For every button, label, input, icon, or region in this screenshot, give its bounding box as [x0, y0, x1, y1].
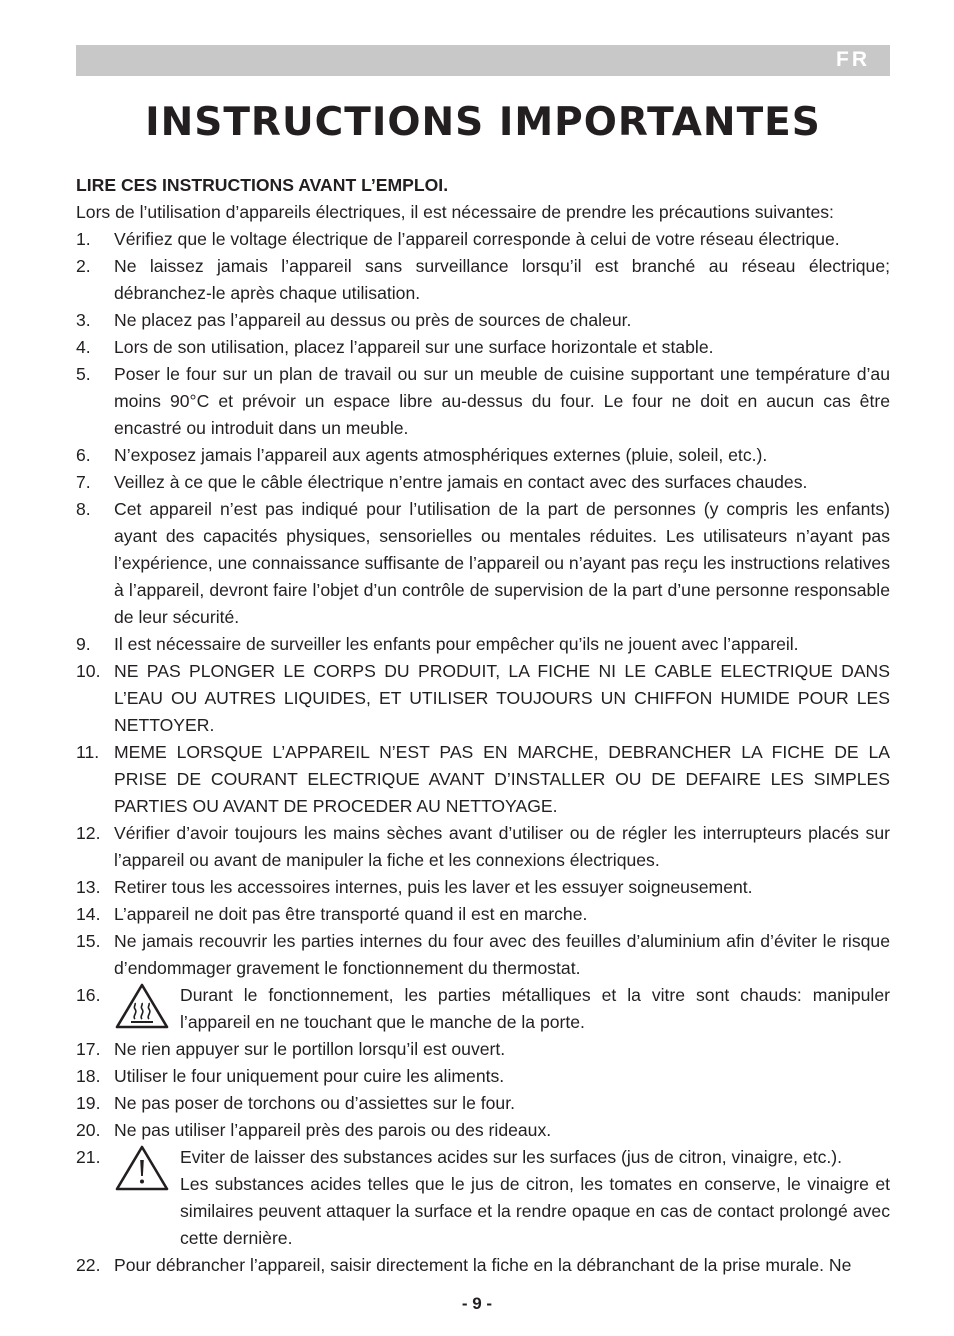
item-text: Ne rien appuyer sur le portillon lorsqu’il est ouvert. — [114, 1039, 506, 1059]
item-number: 7. — [76, 472, 91, 492]
item-text: Veillez à ce que le câble électrique n’entre jamais en contact avec des surfaces chaudes. — [114, 472, 808, 492]
intro-text: Lors de l’utilisation d’appareils électriques, il est nécessaire de prendre les précautions suivantes: — [76, 202, 834, 222]
item-number: 9. — [76, 634, 91, 654]
item-number: 15. — [76, 931, 101, 951]
list-item — [76, 1036, 890, 1063]
item-text: Lors de son utilisation, placez l’appareil sur une surface horizontale et stable. — [114, 337, 714, 357]
item-number: 18. — [76, 1066, 101, 1086]
item-text: N’exposez jamais l’appareil aux agents atmosphériques externes (pluie, soleil, etc.). — [114, 445, 768, 465]
item-text: Pour débrancher l’appareil, saisir directement la fiche en la débranchant de la prise murale. Ne — [114, 1255, 852, 1275]
list-item — [76, 982, 890, 1036]
list-item — [76, 1063, 890, 1090]
item-text: Ne jamais recouvrir les parties internes du four avec des feuilles d’aluminium afin d’éviter le risque d’endommager gravement le fonctionnement du thermostat. — [114, 931, 890, 978]
item-number: 6. — [76, 445, 91, 465]
list-item — [76, 874, 890, 901]
item-number: 19. — [76, 1093, 101, 1113]
list-item — [76, 1117, 890, 1144]
item-text: MEME LORSQUE L’APPAREIL N’EST PAS EN MARCHE, DEBRANCHER LA FICHE DE LA PRISE DE COURANT ELECTRIQUE AVANT D’INSTALLER OU DE DEFAIRE LES SIMPLES PARTIES OU AVANT DE PROCEDER AU NETTOYAGE. — [114, 742, 890, 816]
list-item — [76, 631, 890, 658]
item-text: Cet appareil n’est pas indiqué pour l’utilisation de la part de personnes (y compris les enfants) ayant des capacités physiques, sensorielles ou mentales réduites. Les utilisateurs n’ayant pas l’expérience, une connaissance suffisante de l’appareil ou n’ayant pas reçu les instructions relatives à l’appareil, devront faire l’objet d’un contrôle de supervision de la part d’une personne responsable de leur sécurité. — [114, 499, 890, 627]
item-text: Il est nécessaire de surveiller les enfants pour empêcher qu’ils ne jouent avec l’appareil. — [114, 634, 799, 654]
item-number: 8. — [76, 499, 91, 519]
item-number: 11. — [76, 742, 100, 762]
item-number: 2. — [76, 256, 91, 276]
list-item — [76, 1144, 890, 1252]
instructions-body — [76, 172, 890, 1279]
item-text: Retirer tous les accessoires internes, puis les laver et les essuyer soigneusement. — [114, 877, 753, 897]
list-item — [76, 739, 890, 820]
list-item — [76, 307, 890, 334]
item-text: Ne placez pas l’appareil au dessus ou près de sources de chaleur. — [114, 310, 632, 330]
list-item — [76, 901, 890, 928]
caution-warning-icon — [114, 1144, 170, 1192]
list-item — [76, 361, 890, 442]
list-item — [76, 334, 890, 361]
list-item — [76, 442, 890, 469]
list-item — [76, 1090, 890, 1117]
list-item — [76, 928, 890, 982]
language-code: FR — [836, 48, 870, 71]
page-title: INSTRUCTIONS IMPORTANTES — [145, 100, 821, 145]
item-number: 14. — [76, 904, 101, 924]
intro-heading: LIRE CES INSTRUCTIONS AVANT L’EMPLOI. — [76, 175, 449, 195]
item-text: Eviter de laisser des substances acides sur les surfaces (jus de citron, vinaigre, etc.). — [180, 1147, 843, 1167]
item-number: 16. — [76, 985, 101, 1005]
item-text: Vérifier d’avoir toujours les mains sèches avant d’utiliser ou de régler les interrupteurs placés sur l’appareil ou avant de manipuler la fiche et les connexions électriques. — [114, 823, 890, 870]
item-number: 10. — [76, 661, 101, 681]
item-number: 20. — [76, 1120, 101, 1140]
item-text: Poser le four sur un plan de travail ou sur un meuble de cuisine supportant une température d’au moins 90°C et prévoir un espace libre au-dessus du four. Le four ne doit en aucun cas être encastré ou introduit dans un meuble. — [114, 364, 890, 438]
item-text: Durant le fonctionnement, les parties métalliques et la vitre sont chauds: manipuler l’appareil en ne touchant que le manche de la porte. — [180, 985, 890, 1032]
item-text: Ne pas utiliser l’appareil près des parois ou des rideaux. — [114, 1120, 552, 1140]
page-number: - 9 - — [461, 1294, 493, 1313]
item-number: 22. — [76, 1255, 101, 1275]
list-item — [76, 226, 890, 253]
item-number: 4. — [76, 337, 91, 357]
item-number: 13. — [76, 877, 101, 897]
item-text: L’appareil ne doit pas être transporté quand il est en marche. — [114, 904, 588, 924]
language-bar — [76, 45, 890, 76]
list-item — [76, 253, 890, 307]
item-text: NE PAS PLONGER LE CORPS DU PRODUIT, LA FICHE NI LE CABLE ELECTRIQUE DANS L’EAU OU AUTRES LIQUIDES, ET UTILISER TOUJOURS UN CHIFFON HUMIDE POUR LES NETTOYER. — [114, 661, 890, 735]
item-text: Utiliser le four uniquement pour cuire les aliments. — [114, 1066, 505, 1086]
list-item — [76, 469, 890, 496]
item-text: Vérifiez que le voltage électrique de l’appareil corresponde à celui de votre réseau électrique. — [114, 229, 840, 249]
hot-surface-warning-icon — [114, 982, 170, 1030]
item-text: Ne laissez jamais l’appareil sans surveillance lorsqu’il est branché au réseau électrique; débranchez-le après chaque utilisation. — [114, 256, 890, 303]
item-text-continued: Les substances acides telles que le jus de citron, les tomates en conserve, le vinaigre et similaires peuvent attaquer la surface et la rendre opaque en cas de contact prolongé avec cette dernière. — [180, 1174, 890, 1248]
item-number: 3. — [76, 310, 91, 330]
item-number: 21. — [76, 1147, 101, 1167]
list-item — [76, 658, 890, 739]
list-item — [76, 1252, 890, 1279]
item-number: 5. — [76, 364, 91, 384]
item-text: Ne pas poser de torchons ou d’assiettes sur le four. — [114, 1093, 515, 1113]
item-number: 12. — [76, 823, 101, 843]
list-item — [76, 820, 890, 874]
item-number: 17. — [76, 1039, 101, 1059]
item-number: 1. — [76, 229, 91, 249]
list-item — [76, 496, 890, 631]
